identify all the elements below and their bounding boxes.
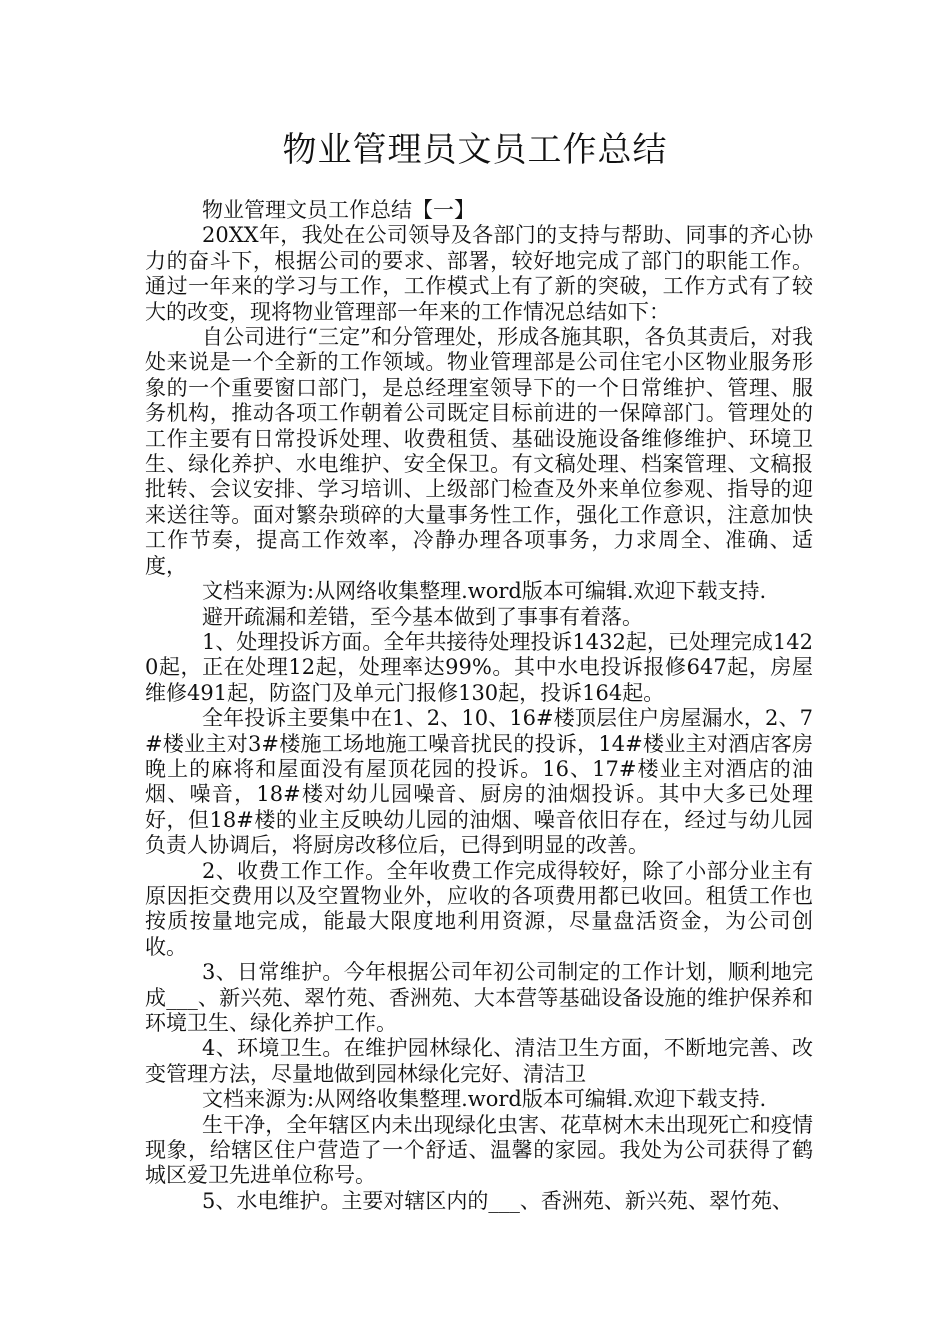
paragraph-utilities: 5、水电维护。主要对辖区内的___、香洲苑、新兴苑、翠竹苑、: [202, 1188, 793, 1213]
source-note: 文档来源为:从网络收集整理.word版本可编辑.欢迎下载支持.: [202, 1087, 767, 1112]
paragraph-environment: 4、环境卫生。在维护园林绿化、清洁卫生方面，不断地完善、改变管理方法，尽量地做到园林绿化完好、清洁卫: [145, 1036, 813, 1086]
paragraph-maintenance: 3、日常维护。今年根据公司年初公司制定的工作计划，顺利地完成___、新兴苑、翠竹苑、香洲苑、大本营等基础设备设施的维护保养和环境卫生、绿化养护工作。: [145, 960, 813, 1035]
paragraph-complaints: 1、处理投诉方面。全年共接待处理投诉1432起，已处理完成1420起，正在处理12起，处理率达99%。其中水电投诉报修647起，房屋维修491起，防盗门及单元门报修130起，投诉164起。: [145, 629, 813, 705]
document-body: [145, 198, 813, 1214]
document-title: 物业管理员文员工作总结: [282, 130, 668, 170]
paragraph-overview: 自公司进行“三定”和分管理处，形成各施其职，各负其责后，对我处来说是一个全新的工作领域。物业管理部是公司住宅小区物业服务形象的一个重要窗口部门，是总经理室领导下的一个日常维护、管理、服务机构，推动各项工作朝着公司既定目标前进的一保障部门。管理处的工作主要有日常投诉处理、收费租赁、基础设施设备维修维护、环境卫生、绿化养护、水电维护、安全保卫。有文稿处理、档案管理、文稿报批转、会议安排、学习培训、上级部门检查及外来单位参观、指导的迎来送往等。面对繁杂琐碎的大量事务性工作，强化工作意识，注意加快工作节奏，提高工作效率，冷静办理各项事务，力求周全、准确、适度，: [145, 325, 813, 578]
paragraph-environment-continued: 生干净，全年辖区内未出现绿化虫害、花草树木未出现死亡和疫情现象，给辖区住户营造了一个舒适、温馨的家园。我处为公司获得了鹤城区爱卫先进单位称号。: [145, 1112, 813, 1188]
section-heading: 物业管理文员工作总结【一】: [202, 198, 475, 222]
paragraph-intro: 20XX年，我处在公司领导及各部门的支持与帮助、同事的齐心协力的奋斗下，根据公司的要求、部署，较好地完成了部门的职能工作。通过一年来的学习与工作，工作模式上有了新的突破，工作方式有了较大的改变，现将物业管理部一年来的工作情况总结如下：: [145, 223, 813, 324]
source-note: 文档来源为:从网络收集整理.word版本可编辑.欢迎下载支持.: [202, 579, 767, 604]
paragraph-fees: 2、收费工作工作。全年收费工作完成得较好，除了小部分业主有原因拒交费用以及空置物业外，应收的各项费用都已收回。租赁工作也按质按量地完成，能最大限度地利用资源，尽量盘活资金，为公司创收。: [145, 858, 813, 959]
paragraph-continuation: 避开疏漏和差错，至今基本做到了事事有着落。: [202, 604, 643, 629]
paragraph-complaint-details: 全年投诉主要集中在1、2、10、16#楼顶层住户房屋漏水，2、7#楼业主对3#楼施工场地施工噪音扰民的投诉，14#楼业主对酒店客房晚上的麻将和屋面没有屋顶花园的投诉。16、17#楼业主对酒店的油烟、噪音，18#楼对幼儿园噪音、厨房的油烟投诉。其中大多已处理好，但18#楼的业主反映幼儿园的油烟、噪音依旧存在，经过与幼儿园负责人协调后，将厨房改移位后，已得到明显的改善。: [145, 706, 813, 858]
